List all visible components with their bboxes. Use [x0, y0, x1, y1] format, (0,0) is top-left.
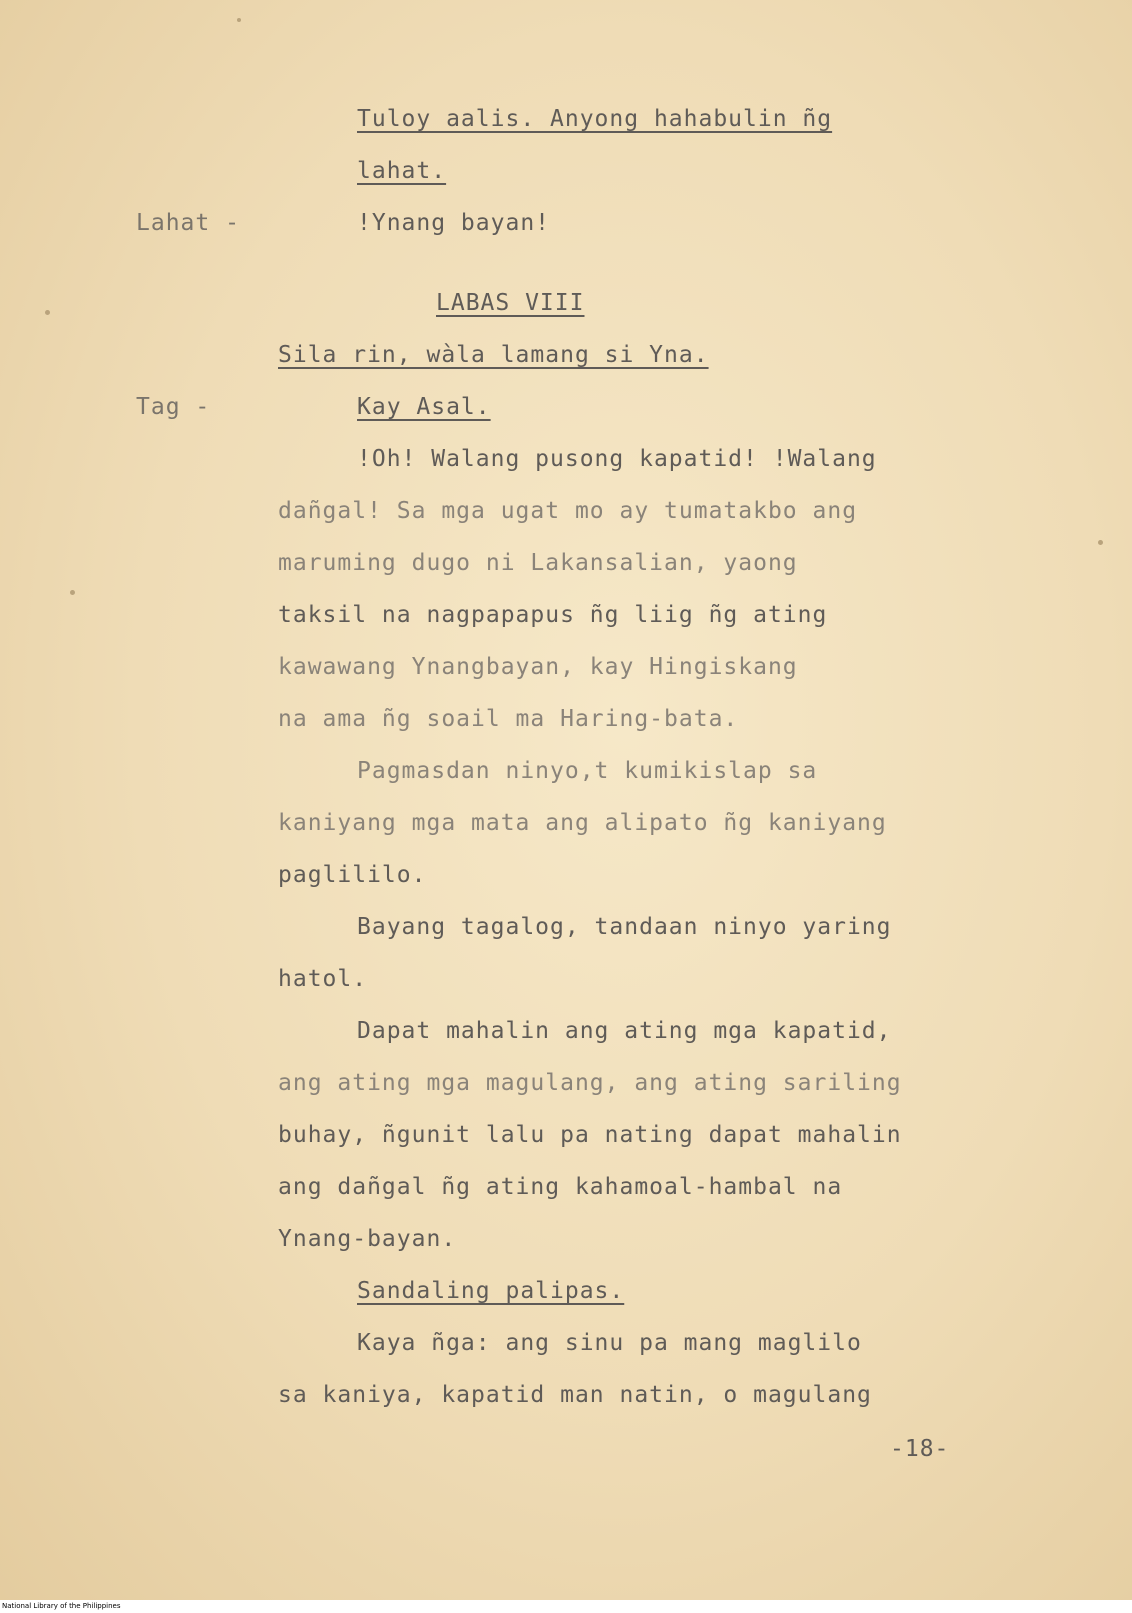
speech-line: sa kaniya, kapatid man natin, o magulang	[278, 1382, 872, 1408]
paper-speck	[45, 310, 50, 315]
speech-line: na ama ñg soail ma Haring-bata.	[278, 706, 739, 732]
speech-line: ang ating mga magulang, ang ating sariling	[278, 1070, 902, 1096]
dialogue-lahat: !Ynang bayan!	[357, 210, 551, 236]
page-number: -18-	[890, 1436, 950, 1462]
speech-line: buhay, ñgunit lalu pa nating dapat mahalin	[278, 1122, 902, 1148]
paper-speck	[70, 590, 75, 595]
speech-line: kaniyang mga mata ang alipato ñg kaniyang	[278, 810, 887, 836]
speech-line: Bayang tagalog, tandaan ninyo yaring	[357, 914, 892, 940]
speech-line: kawawang Ynangbayan, kay Hingiskang	[278, 654, 798, 680]
scene-title: LABAS VIII	[436, 290, 585, 316]
footer-credit: National Library of the Philippines	[0, 1600, 1132, 1613]
speech-line: Kaya ñga: ang sinu pa mang maglilo	[357, 1330, 862, 1356]
stage-direction-line-1: Tuloy aalis. Anyong hahabulin ñg	[357, 106, 833, 132]
speech-line: Dapat mahalin ang ating mga kapatid,	[357, 1018, 892, 1044]
paper-speck	[1098, 540, 1103, 545]
speech-line: taksil na nagpapapus ñg liig ñg ating	[278, 602, 828, 628]
stage-direction-sandaling: Sandaling palipas.	[357, 1278, 625, 1304]
speaker-tag: Tag -	[136, 394, 211, 420]
speech-line: ang dañgal ñg ating kahamoal-hambal na	[278, 1174, 843, 1200]
stage-direction-kay-asal: Kay Asal.	[357, 394, 491, 420]
speech-line: Ynang-bayan.	[278, 1226, 457, 1252]
speaker-lahat: Lahat -	[136, 210, 240, 236]
speech-line: dañgal! Sa mga ugat mo ay tumatakbo ang	[278, 498, 858, 524]
speech-line: Pagmasdan ninyo,t kumikislap sa	[357, 758, 818, 784]
stage-direction-line-2: lahat.	[357, 158, 447, 184]
speech-line: maruming dugo ni Lakansalian, yaong	[278, 550, 798, 576]
scene-direction: Sila rin, wàla lamang si Yna.	[278, 342, 709, 368]
paper-speck	[237, 18, 241, 22]
speech-line: !Oh! Walang pusong kapatid! !Walang	[357, 446, 877, 472]
speech-line: hatol.	[278, 966, 368, 992]
speech-line: paglililo.	[278, 862, 427, 888]
